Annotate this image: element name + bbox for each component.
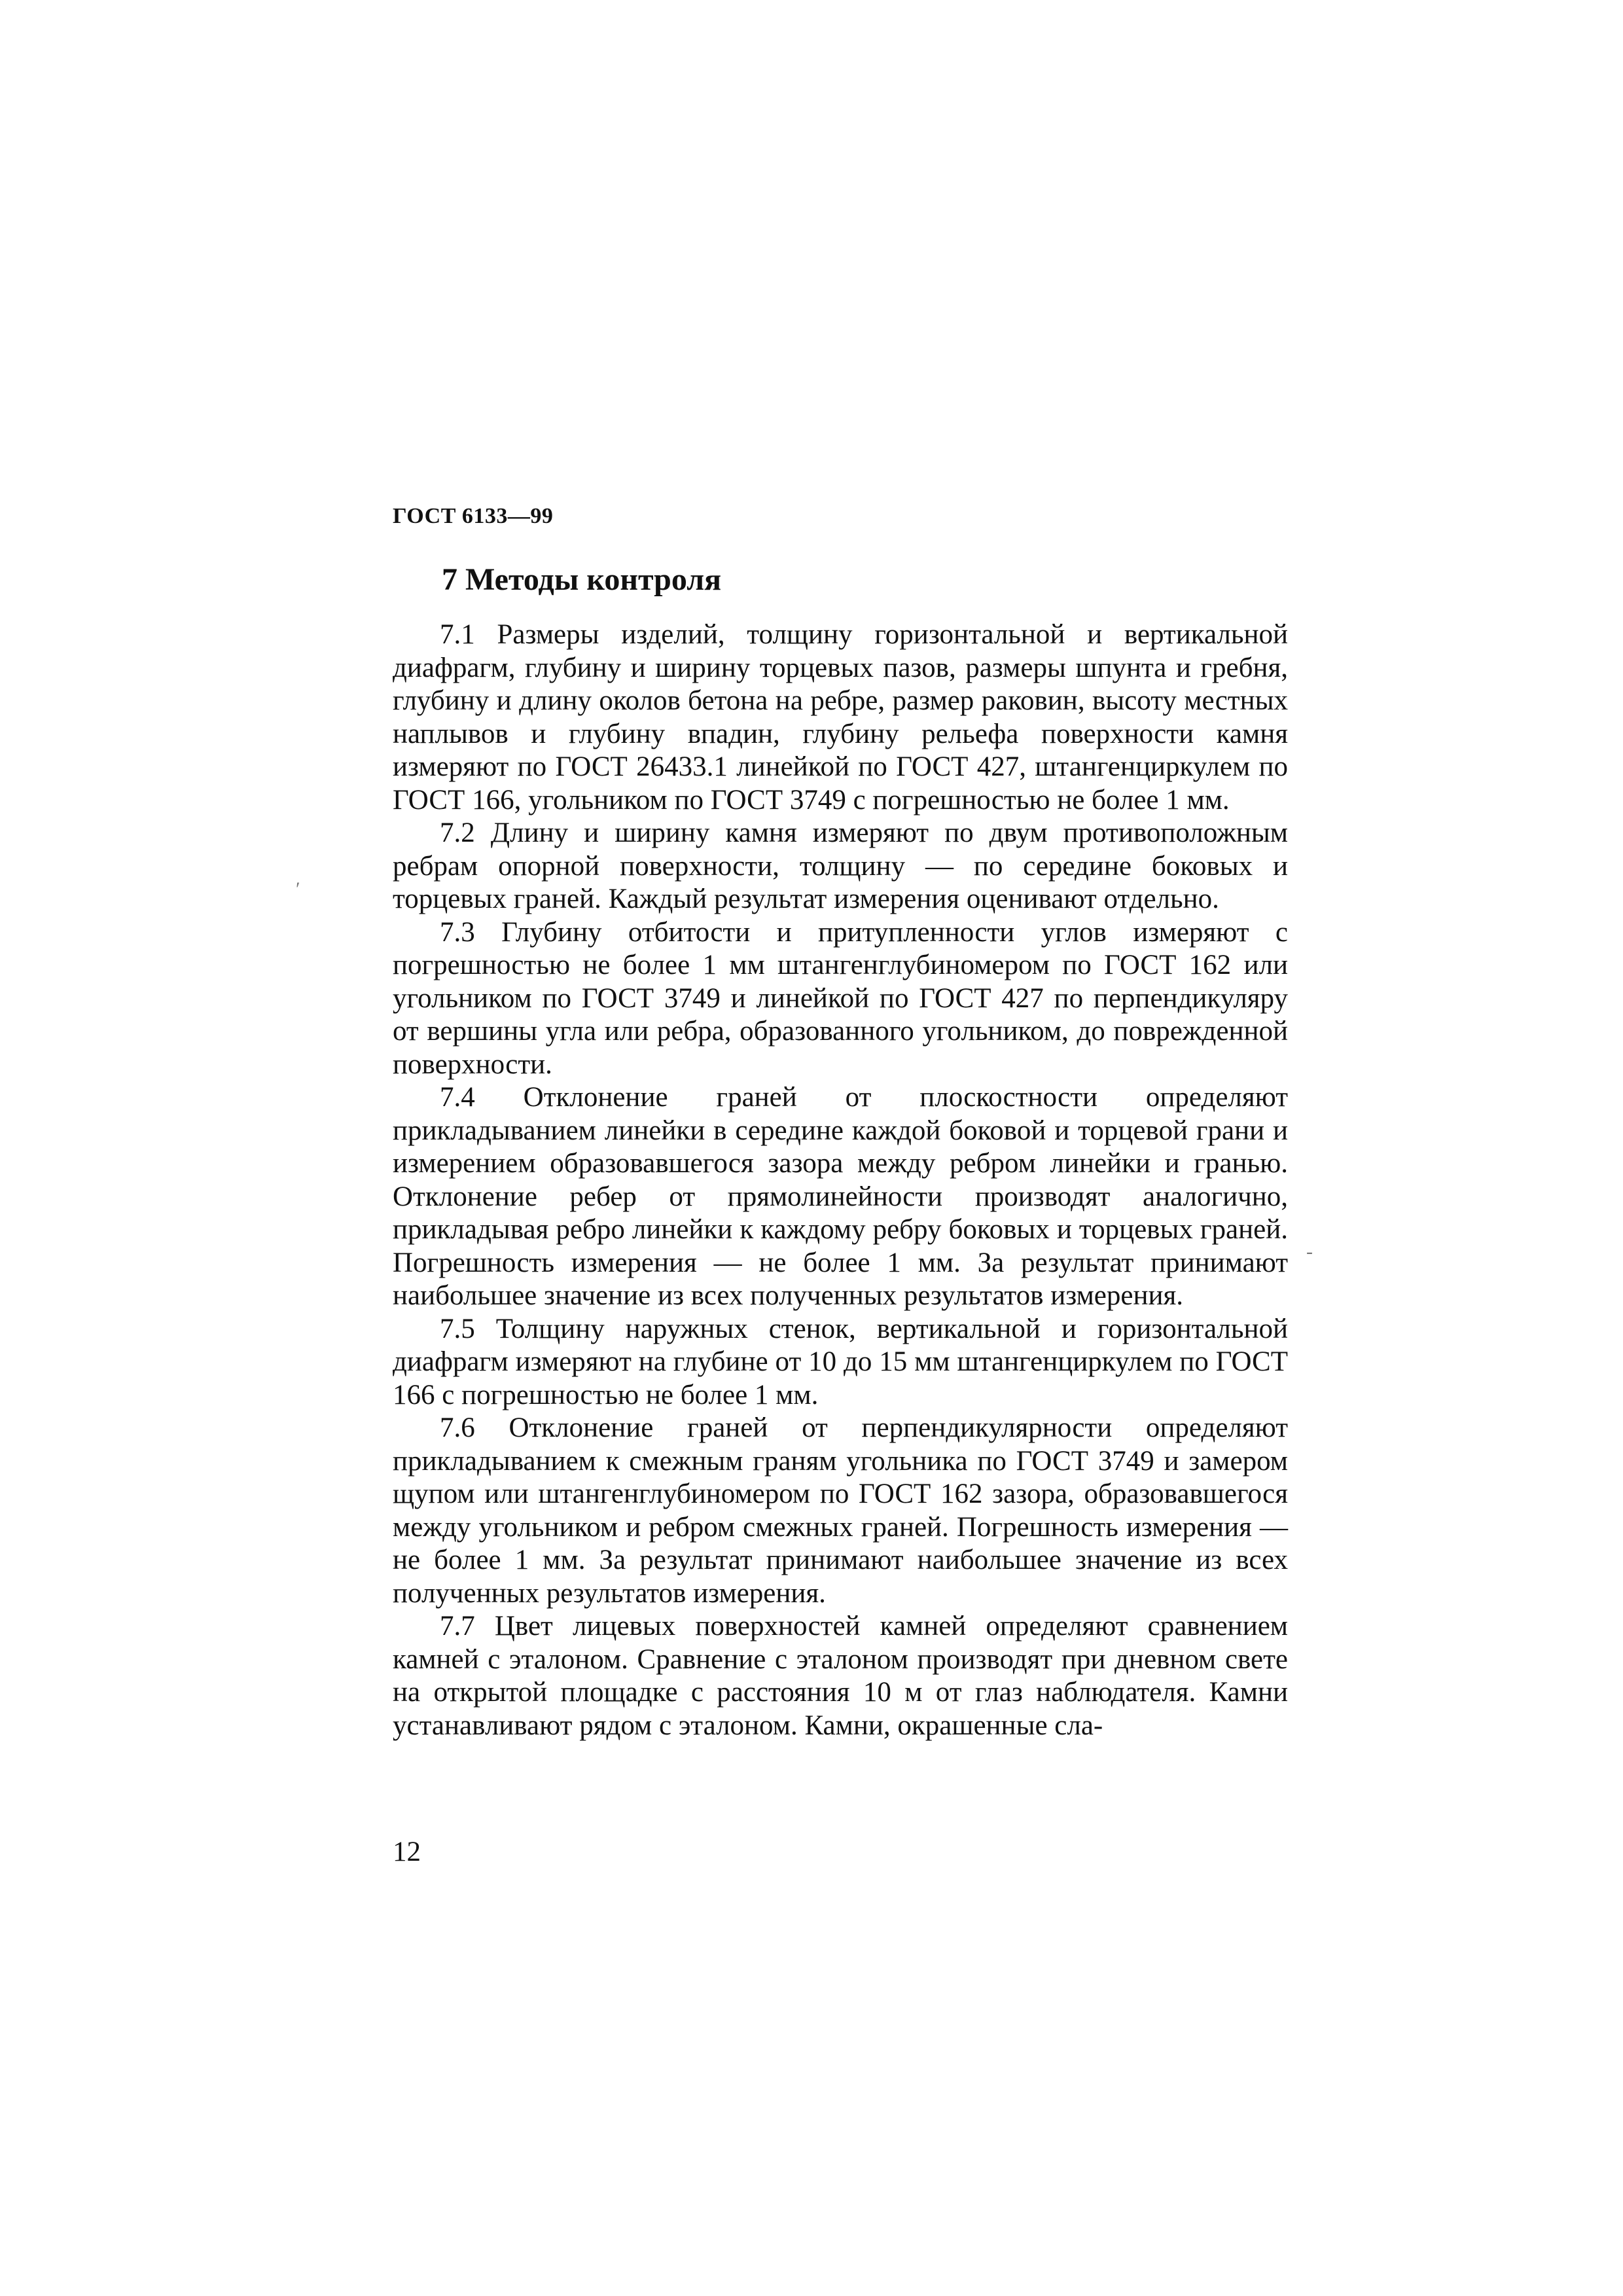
paragraph-7-1: 7.1 Размеры изделий, толщину горизонтальной и вертикальной диафрагм, глубину и ширину торцевых пазов, размеры шпунта и гребня, глубину и длину околов бетона на ребре, размер раковин, высоту местных наплывов и глубину впадин, глубину рельефа поверхности камня измеряют по ГОСТ 26433.1 линейкой по ГОСТ 427, штангенциркулем по ГОСТ 166, угольником по ГОСТ 3749 с погрешностью не более 1 мм. bbox=[393, 619, 1288, 816]
scan-margin-mark: ʹ bbox=[296, 878, 300, 900]
paragraph-7-4: 7.4 Отклонение граней от плоскостности определяют прикладыванием линейки в середине каждой боковой и торцевой грани и измерением образовавшегося зазора между ребром линейки и гранью. Отклонение ребер от прямолинейности производят аналогично, прикладывая ребро линейки к каждому ребру боковых и торцевых граней. Погрешность измерения — не более 1 мм. За результат принимают наибольшее значение из всех полученных результатов измерения. bbox=[393, 1082, 1288, 1311]
section-body bbox=[393, 619, 1288, 1742]
document-code: ГОСТ 6133—99 bbox=[393, 504, 554, 528]
section-title: 7 Методы контроля bbox=[442, 562, 722, 597]
paragraph-7-6: 7.6 Отклонение граней от перпендикулярности определяют прикладыванием к смежным граням угольника по ГОСТ 3749 и замером щупом или штангенглубиномером по ГОСТ 162 зазора, образовавшегося между угольником и ребром смежных граней. Погрешность измерения — не более 1 мм. За результат принимают наибольшее значение из всех полученных результатов измерения. bbox=[393, 1412, 1288, 1609]
paragraph-7-7: 7.7 Цвет лицевых поверхностей камней определяют сравнением камней с эталоном. Сравнение с эталоном производят при дневном свете на открытой площадке с расстояния 10 м от глаз наблюдателя. Камни устанавливают рядом с эталоном. Камни, окрашенные сла- bbox=[393, 1611, 1288, 1741]
scan-margin-mark: - bbox=[1306, 1241, 1313, 1263]
paragraph-7-3: 7.3 Глубину отбитости и притупленности углов измеряют с погрешностью не более 1 мм штангенглубиномером по ГОСТ 162 или угольником по ГОСТ 3749 и линейкой по ГОСТ 427 по перпендикуляру от вершины угла или ребра, образованного угольником, до поврежденной поверхности. bbox=[393, 916, 1288, 1080]
paragraph-7-2: 7.2 Длину и ширину камня измеряют по двум противоположным ребрам опорной поверхности, толщину — по середине боковых и торцевых граней. Каждый результат измерения оценивают отдельно. bbox=[393, 817, 1288, 914]
page-number: 12 bbox=[393, 1837, 421, 1867]
paragraph-7-5: 7.5 Толщину наружных стенок, вертикальной и горизонтальной диафрагм измеряют на глубине от 10 до 15 мм штангенциркулем по ГОСТ 166 с погрешностью не более 1 мм. bbox=[393, 1313, 1288, 1410]
